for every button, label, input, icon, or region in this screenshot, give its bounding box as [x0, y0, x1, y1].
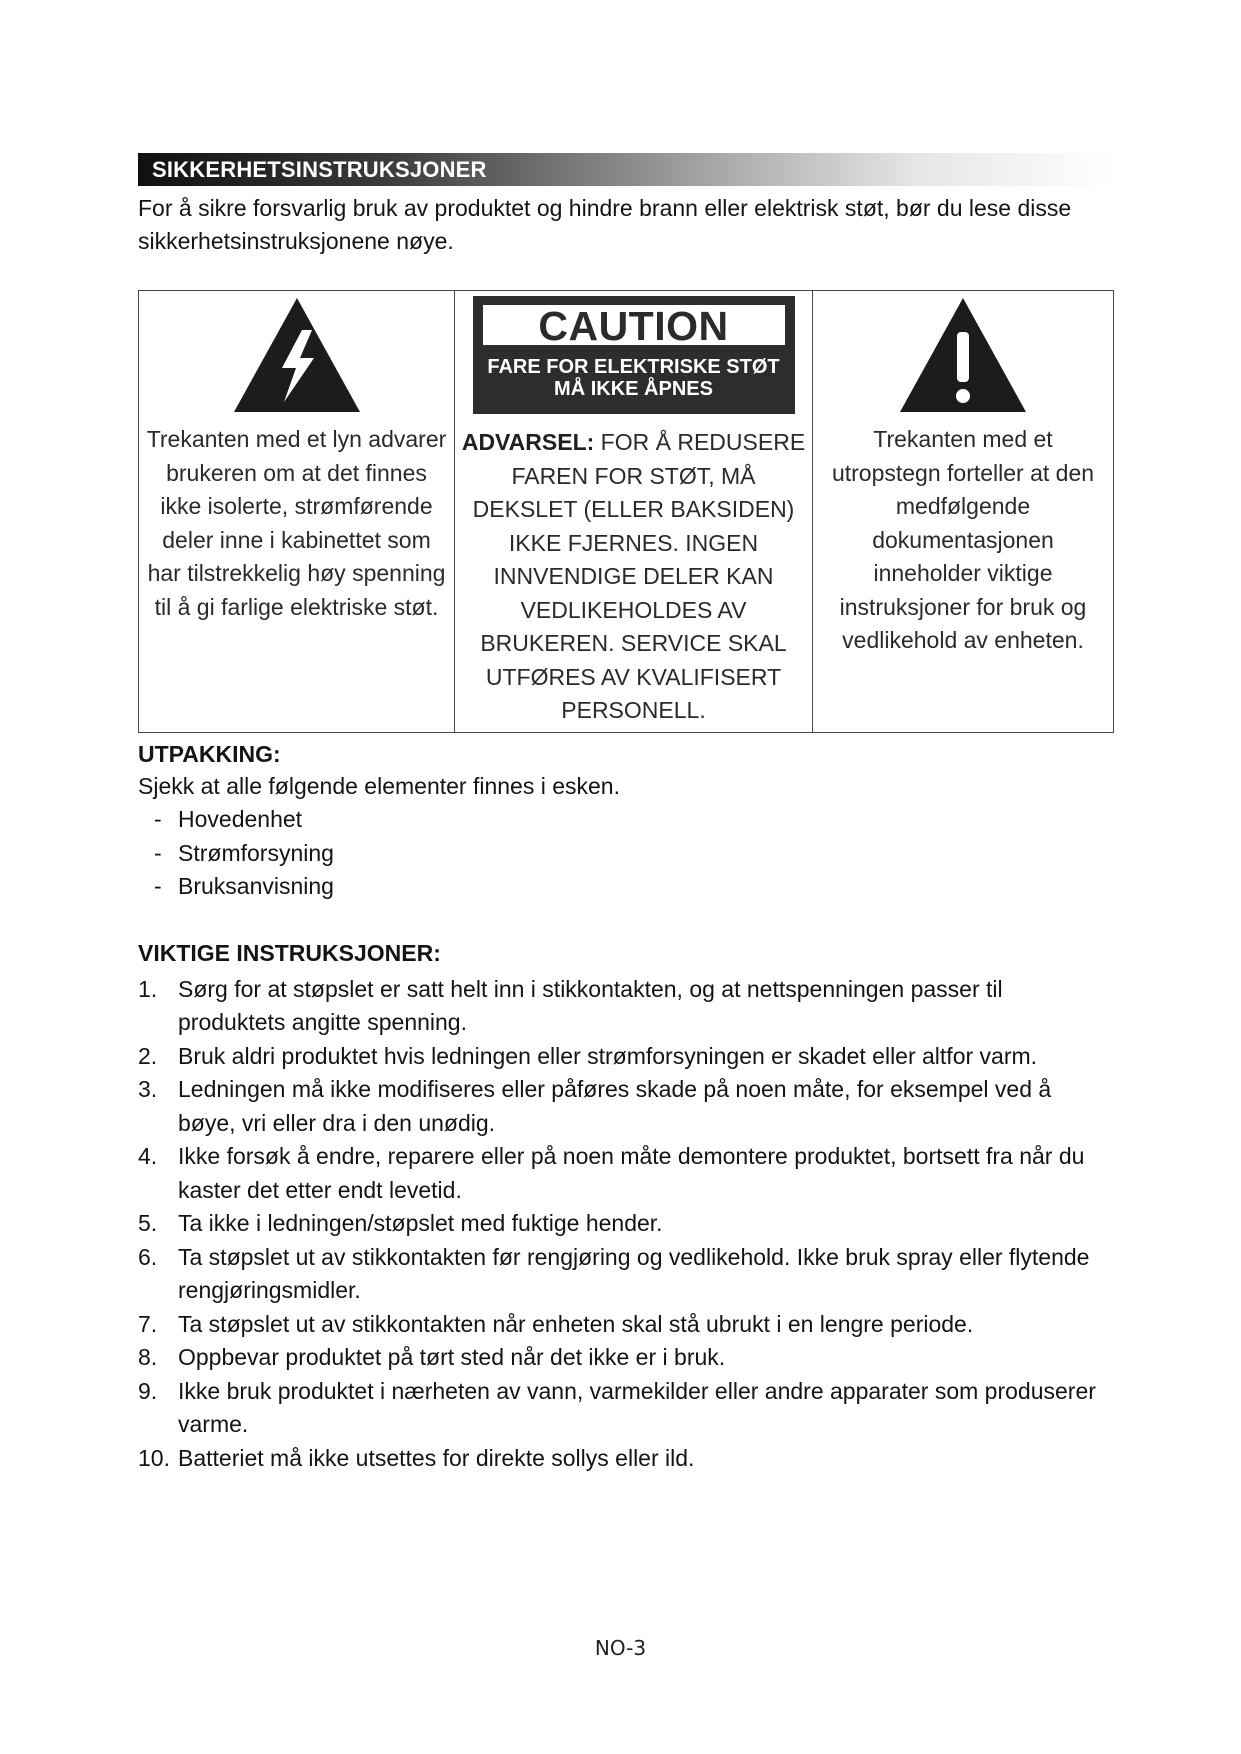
- page-number: NO-3: [594, 1636, 647, 1660]
- list-item: 6. Ta støpslet ut av stikkontakten før rengjøring og vedlikehold. Ikke bruk spray eller flytende rengjøringsmidler.: [138, 1243, 1090, 1303]
- list-item: 5. Ta ikke i ledningen/støpslet med fuktige hender.: [138, 1210, 663, 1236]
- unpacking-list: [138, 803, 1113, 904]
- list-item: 10. Batteriet må ikke utsettes for direkte sollys eller ild.: [138, 1444, 695, 1471]
- warning-cell-exclamation: [813, 291, 1114, 733]
- warning-table: [138, 290, 1114, 733]
- lightning-description: Trekanten med et lyn advarer brukeren om at det finnes ikke isolerte, strømførende deler inne i kabinettet som har tilstrekkelig høy spenning til å gi farlige elektriske støt.: [146, 426, 447, 620]
- warning-cell-lightning: [139, 291, 455, 733]
- list-item: 3. Ledningen må ikke modifiseres eller påføres skade på noen måte, for eksempel ved å bøye, vri eller dra i den unødig.: [138, 1076, 1052, 1136]
- list-item: 7. Ta støpslet ut av stikkontakten når enheten skal stå ubrukt i en lengre periode.: [138, 1310, 974, 1337]
- unpacking-heading: UTPAKKING:: [138, 740, 281, 767]
- caution-title: CAUTION: [480, 302, 788, 348]
- section-title-bar: SIKKERHETSINSTRUKSJONER: [138, 153, 1113, 186]
- exclamation-triangle-icon: [898, 296, 1028, 414]
- unpacking-text: Sjekk at alle følgende elementer finnes i esken.: [138, 772, 620, 799]
- list-item: 9. Ikke bruk produktet i nærheten av vann, varmekilder eller andre apparater som produserer varme.: [138, 1377, 1096, 1437]
- list-item: - Bruksanvisning: [154, 873, 334, 899]
- warning-cell-caution: [455, 291, 813, 733]
- exclamation-description: Trekanten med et utropstegn forteller at den medfølgende dokumentasjonen inneholder viktige instruksjoner for bruk og vedlikehold av enheten.: [831, 426, 1095, 653]
- instructions-list: [138, 973, 1113, 1476]
- page-content: [138, 153, 1113, 1475]
- lightning-triangle-icon: [232, 296, 362, 414]
- list-item: 2. Bruk aldri produktet hvis ledningen eller strømforsyningen er skadet eller altfor varm.: [138, 1042, 1038, 1069]
- warning-text: FOR Å REDUSERE FAREN FOR STØT, MÅ DEKSLET (ELLER BAKSIDEN) IKKE FJERNES. INGEN INNVENDIGE DELER KAN VEDLIKEHOLDES AV BRUKEREN. SERVICE SKAL UTFØRES AV KVALIFISERT PERSONELL.: [472, 429, 806, 723]
- caution-label: [473, 296, 795, 414]
- list-item: 4. Ikke forsøk å endre, reparere eller på noen måte demontere produktet, bortsett fra når du kaster det etter endt levetid.: [138, 1143, 1085, 1203]
- list-item: 8. Oppbevar produktet på tørt sted når det ikke er i bruk.: [138, 1344, 726, 1370]
- intro-paragraph: For å sikre forsvarlig bruk av produktet og hindre brann eller elektrisk støt, bør du lese disse sikkerhetsinstruksjonene nøye.: [138, 195, 1072, 254]
- list-item: 1. Sørg for at støpslet er satt helt inn i stikkontakten, og at nettspenningen passer til produktets angitte spenning.: [138, 975, 1003, 1035]
- caution-line-2: MÅ IKKE ÅPNES: [554, 378, 713, 400]
- list-item: - Strømforsyning: [154, 839, 334, 866]
- warning-label: ADVARSEL:: [461, 429, 595, 455]
- list-item: - Hovedenhet: [154, 806, 303, 832]
- caution-line-1: FARE FOR ELEKTRISKE STØT: [487, 356, 780, 378]
- instructions-heading: VIKTIGE INSTRUKSJONER:: [138, 939, 441, 966]
